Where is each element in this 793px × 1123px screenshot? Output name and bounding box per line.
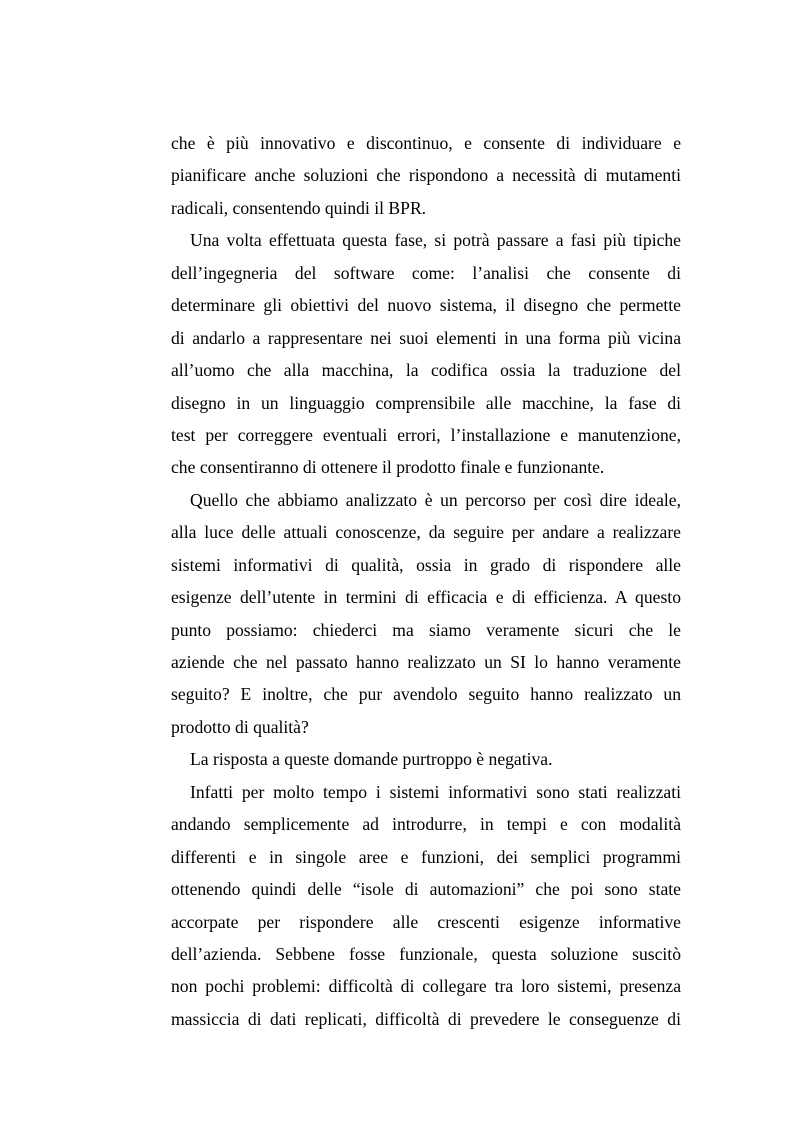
- text-line: Una volta effettuata questa fase, si potrà passare a fasi più tipiche: [190, 230, 681, 251]
- text-line: Infatti per molto tempo i sistemi informativi sono stati realizzati: [190, 781, 681, 802]
- text-line: seguito? E inoltre, che pur avendolo seguito hanno realizzato un: [171, 684, 681, 705]
- text-line: accorpate per rispondere alle crescenti esigenze informative: [171, 911, 681, 932]
- text-line: pianificare anche soluzioni che rispondono a necessità di mutamenti: [171, 165, 681, 186]
- text-line: dell’ingegneria del software come: l’analisi che consente di: [171, 262, 681, 283]
- text-line: massiccia di dati replicati, difficoltà di prevedere le conseguenze di: [171, 1008, 681, 1029]
- text-line: andando semplicemente ad introdurre, in tempi e con modalità: [171, 814, 681, 835]
- text-line: che è più innovativo e discontinuo, e consente di individuare e: [171, 133, 681, 153]
- text-line: di andarlo a rappresentare nei suoi elementi in una forma più vicina: [171, 327, 681, 348]
- body-text: [171, 127, 681, 1035]
- text-line: prodotto di qualità?: [171, 716, 309, 737]
- text-line: disegno in un linguaggio comprensibile alle macchine, la fase di: [171, 392, 681, 413]
- text-line: aziende che nel passato hanno realizzato un SI lo hanno veramente: [171, 652, 681, 672]
- text-line: differenti e in singole aree e funzioni, dei semplici programmi: [171, 846, 681, 867]
- text-line: Quello che abbiamo analizzato è un percorso per così dire ideale,: [190, 489, 681, 510]
- text-line: test per correggere eventuali errori, l’installazione e manutenzione,: [171, 424, 681, 445]
- text-line: La risposta a queste domande purtroppo è negativa.: [190, 749, 553, 770]
- text-line: che consentiranno di ottenere il prodotto finale e funzionante.: [171, 457, 605, 478]
- text-line: alla luce delle attuali conoscenze, da seguire per andare a realizzare: [171, 522, 681, 543]
- text-line: all’uomo che alla macchina, la codifica ossia la traduzione del: [171, 360, 681, 381]
- text-line: punto possiamo: chiederci ma siamo veramente sicuri che le: [171, 619, 681, 640]
- text-line: sistemi informativi di qualità, ossia in grado di rispondere alle: [171, 554, 681, 575]
- text-line: radicali, consentendo quindi il BPR.: [171, 197, 427, 218]
- text-line: dell’azienda. Sebbene fosse funzionale, questa soluzione suscitò: [171, 943, 681, 964]
- text-line: determinare gli obiettivi del nuovo sistema, il disegno che permette: [171, 295, 681, 316]
- text-line: ottenendo quindi delle “isole di automazioni” che poi sono state: [171, 879, 681, 900]
- text-line: non pochi problemi: difficoltà di collegare tra loro sistemi, presenza: [171, 976, 681, 997]
- text-line: esigenze dell’utente in termini di efficacia e di efficienza. A questo: [171, 587, 681, 608]
